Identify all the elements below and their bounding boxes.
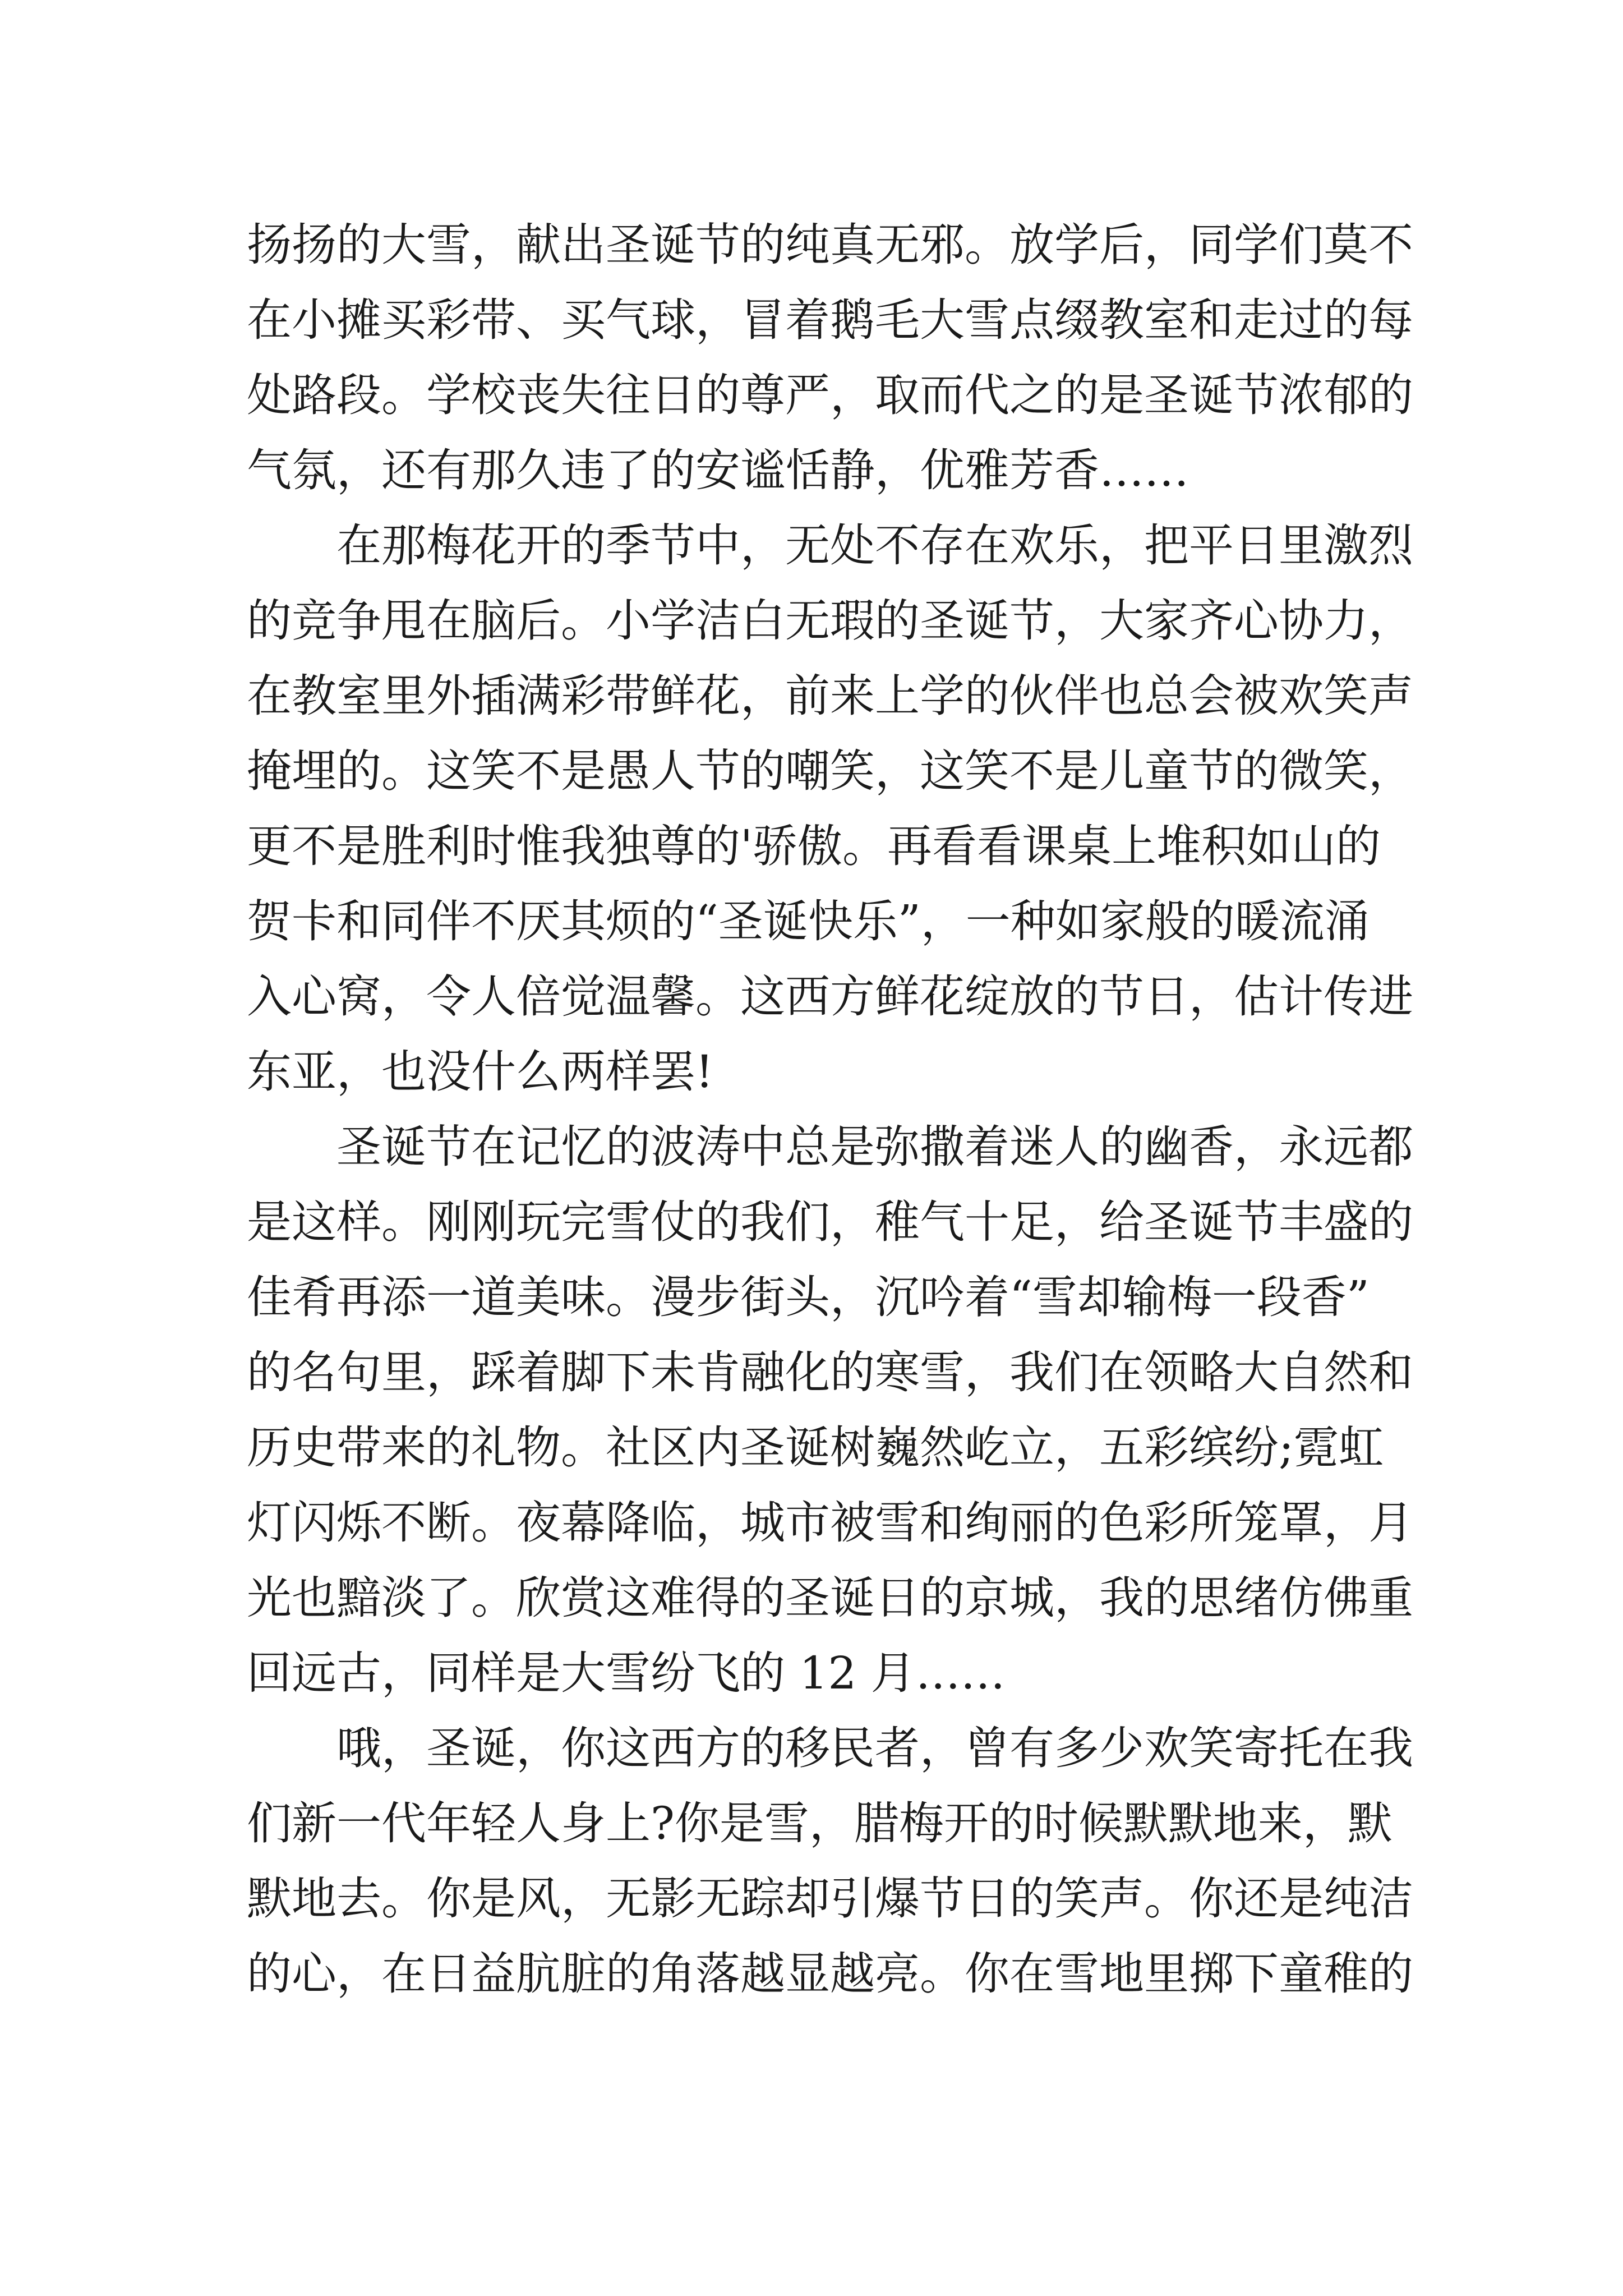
text-line: 灯闪烁不断。夜幕降临，城市被雪和绚丽的色彩所笼罩，月 <box>247 1497 1413 1549</box>
text-line: 圣诞节在记忆的波涛中总是弥撒着迷人的幽香，永远都 <box>336 1121 1413 1173</box>
paragraph <box>247 1711 1413 2012</box>
text-line: 东亚，也没什么两样罢! <box>247 1046 714 1098</box>
text-line: 在那梅花开的季节中，无处不存在欢乐，把平日里激烈 <box>336 519 1413 572</box>
text-line: 历史带来的礼物。社区内圣诞树巍然屹立，五彩缤纷;霓虹 <box>247 1421 1384 1474</box>
text-line: 在小摊买彩带、买气球，冒着鹅毛大雪点缀教室和走过的每 <box>247 294 1413 346</box>
paragraph <box>247 1110 1413 1711</box>
text-line: 的竞争甩在脑后。小学洁白无瑕的圣诞节，大家齐心协力， <box>247 595 1413 647</box>
text-line: 们新一代年轻人身上?你是雪，腊梅开的时候默默地来，默 <box>247 1797 1393 1849</box>
text-line: 气氛，还有那久违了的安谧恬静，优雅芳香…… <box>247 444 1189 496</box>
text-line: 的心，在日益肮脏的角落越显越亮。你在雪地里掷下童稚的 <box>247 1948 1413 2000</box>
text-line: 是这样。刚刚玩完雪仗的我们，稚气十足，给圣诞节丰盛的 <box>247 1196 1413 1248</box>
text-line: 光也黯淡了。欣赏这难得的圣诞日的京城，我的思绪仿佛重 <box>247 1572 1413 1624</box>
text-line: 的名句里，踩着脚下未肯融化的寒雪，我们在领略大自然和 <box>247 1346 1413 1398</box>
text-line: 回远古，同样是大雪纷飞的 12 月…… <box>247 1647 1006 1699</box>
text-line: 更不是胜利时惟我独尊的'骄傲。再看看课桌上堆积如山的 <box>247 820 1381 872</box>
text-line: 扬扬的大雪，献出圣诞节的纯真无邪。放学后，同学们莫不 <box>247 219 1413 271</box>
text-line: 在教室里外插满彩带鲜花，前来上学的伙伴也总会被欢笑声 <box>247 670 1413 722</box>
paragraph <box>247 508 1413 1110</box>
paragraph <box>247 208 1413 508</box>
text-line: 处路段。学校丧失往日的尊严，取而代之的是圣诞节浓郁的 <box>247 369 1413 421</box>
text-line: 佳肴再添一道美味。漫步街头，沉吟着“雪却输梅一段香” <box>247 1271 1370 1323</box>
article-body <box>247 208 1413 2012</box>
text-line: 哦，圣诞，你这西方的移民者，曾有多少欢笑寄托在我 <box>336 1722 1413 1774</box>
text-line: 贺卡和同伴不厌其烦的“圣诞快乐”，一种如家般的暖流涌 <box>247 895 1370 947</box>
text-line: 掩埋的。这笑不是愚人节的嘲笑，这笑不是儿童节的微笑， <box>247 745 1413 797</box>
text-line: 入心窝，令人倍觉温馨。这西方鲜花绽放的节日，估计传进 <box>247 970 1413 1023</box>
text-line: 默地去。你是风，无影无踪却引爆节日的笑声。你还是纯洁 <box>247 1872 1413 1925</box>
